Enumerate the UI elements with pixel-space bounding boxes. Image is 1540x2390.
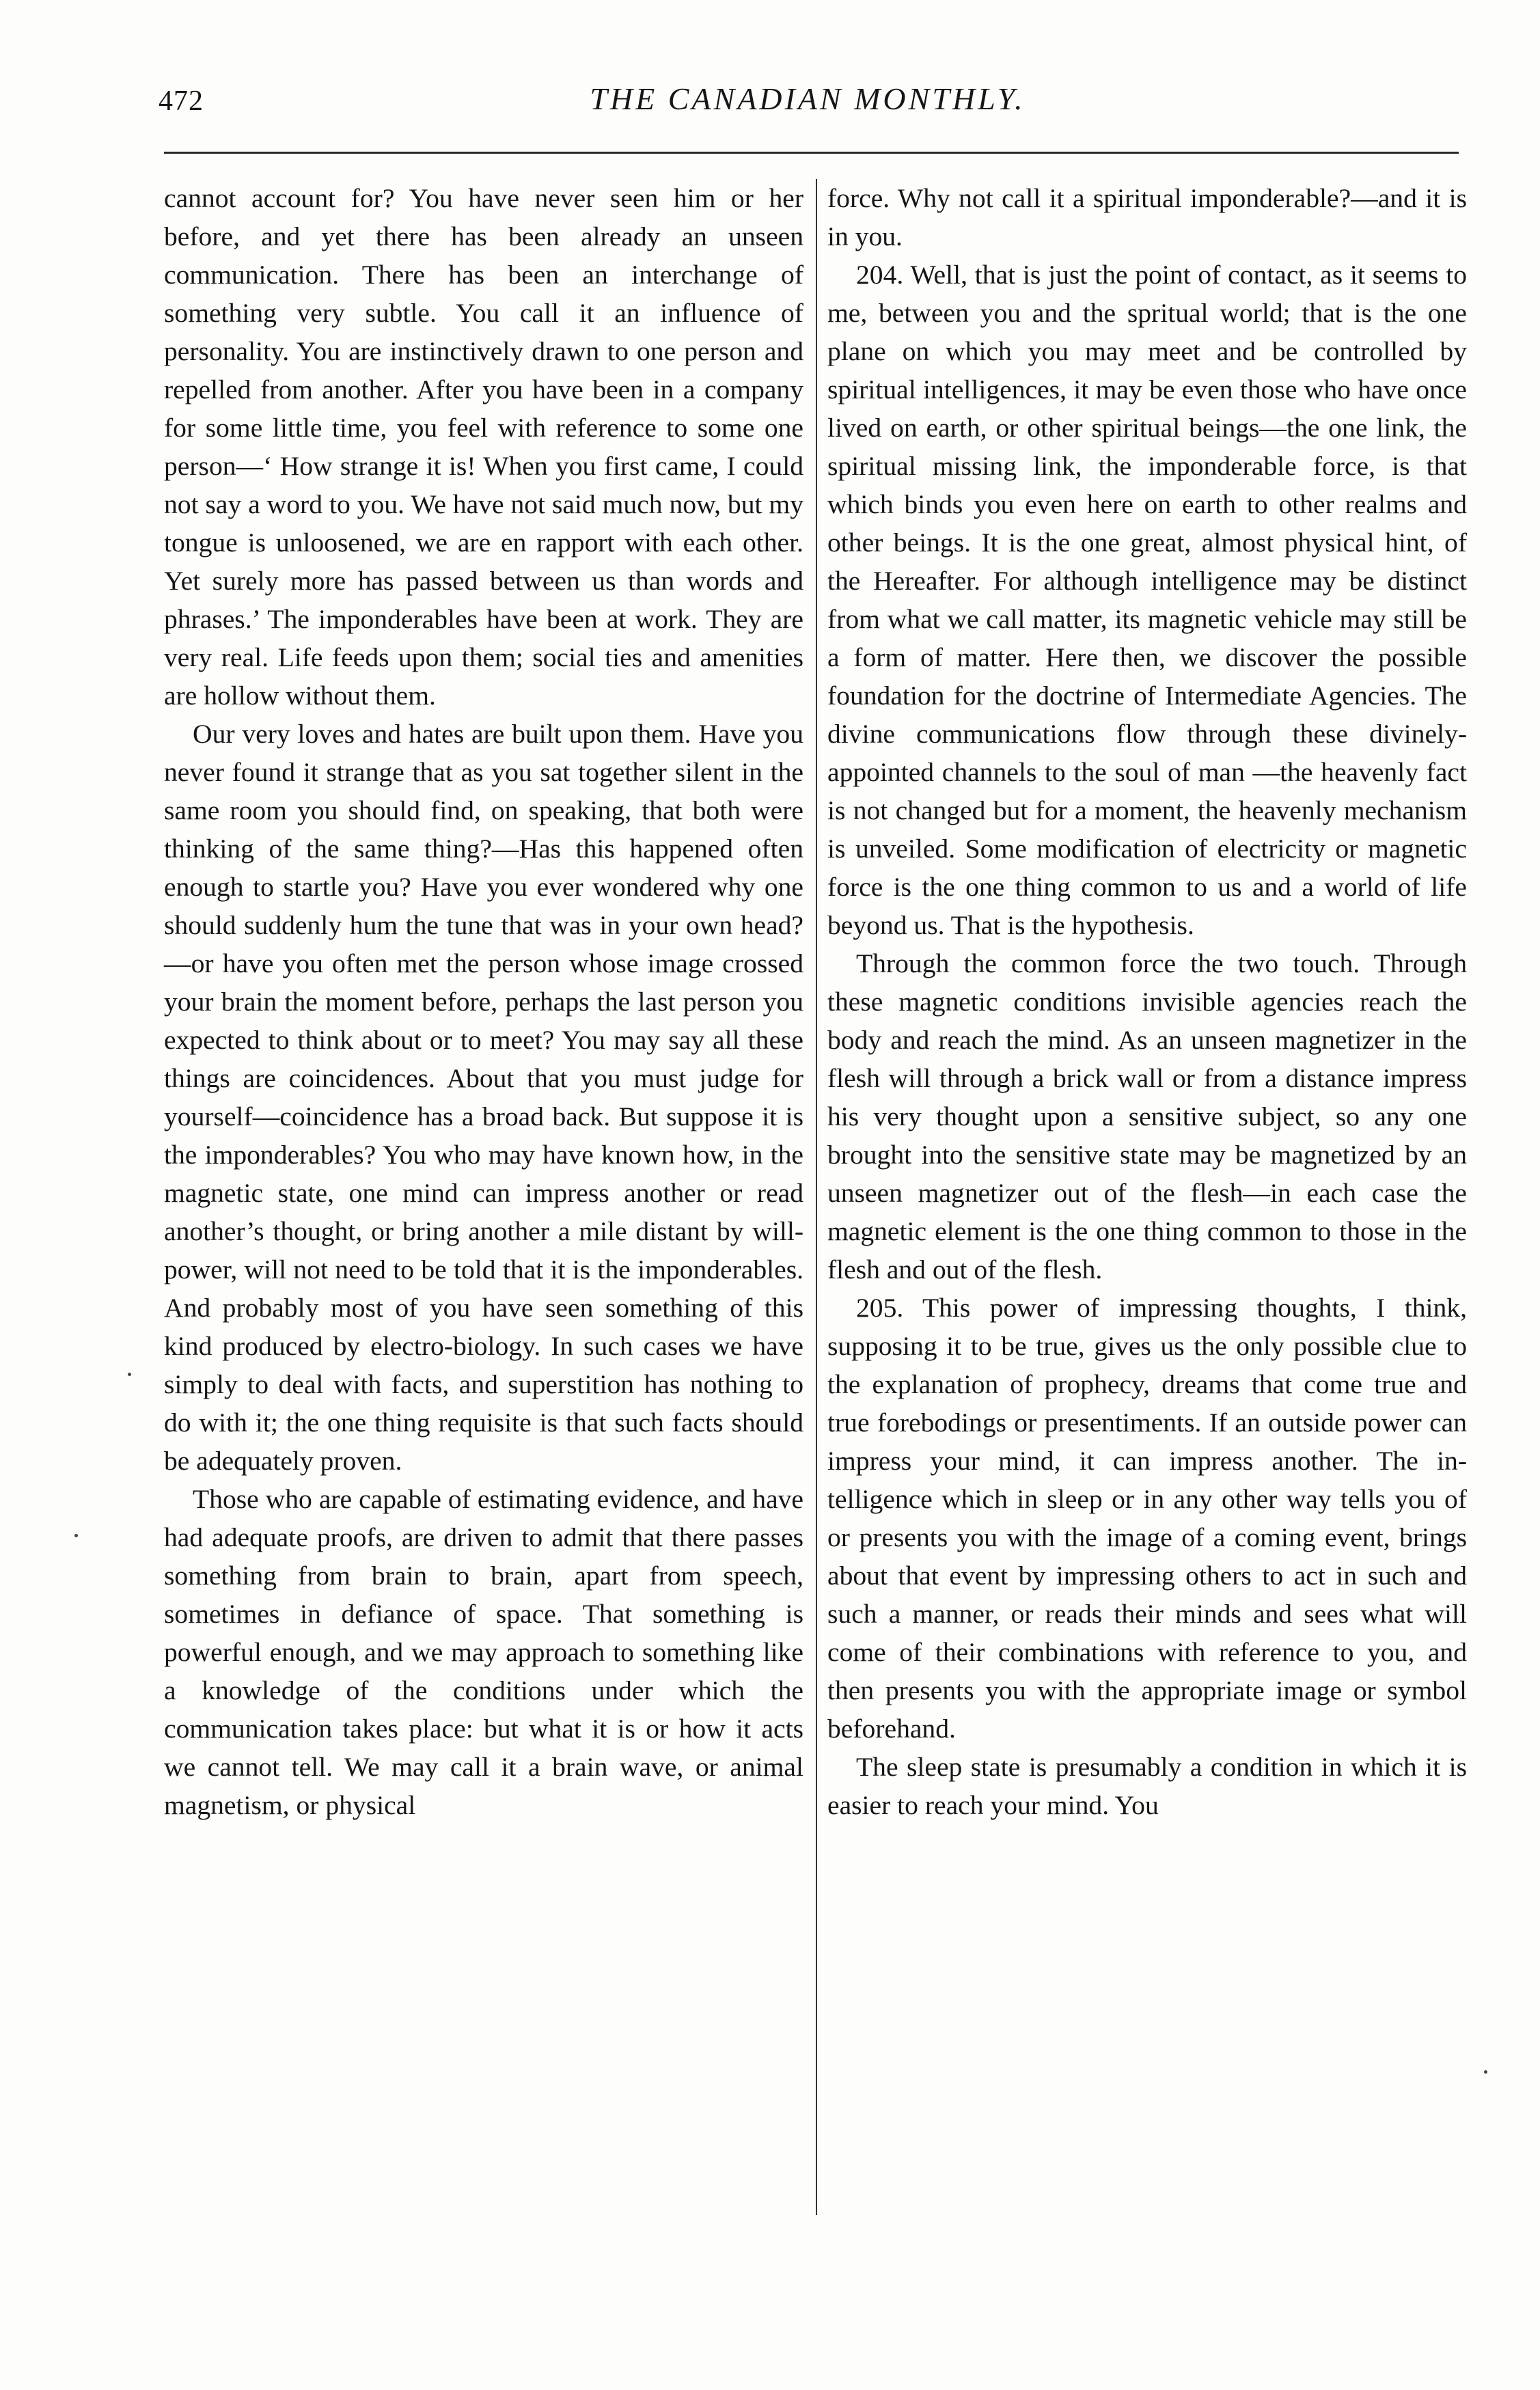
page-number: 472 (159, 85, 204, 117)
paragraph: Through the common force the two touch. Through these magnetic conditions invisible agencies reach the body and reach the mind. As an unseen magnetizer in the flesh will through a brick wall or from a distance impress his very thought upon a sensitive subject, so any one brought into the sensitive state may be magnetized by an unseen magnetizer out of the flesh—in each case the magnetic element is the one thing common to those in the flesh and out of the flesh. (827, 948, 1467, 1285)
right-column (827, 179, 1467, 1824)
ink-speck (128, 1373, 131, 1376)
paragraph: The sleep state is presumably a condition in which it is easier to reach your mind. You (827, 1752, 1467, 1820)
paragraph: 205. This power of impressing thoughts, I think, supposing it to be true, gives us the only possible clue to the explanation of prophecy, dreams that come true and true forebodings or presentiments. If an outside power can impress your mind, it can impress another. The intelligence which in sleep or in any other way tells you of or presents you with the image of a coming event, brings about that event by impressing others to act in such and such a manner, or reads their minds and sees what will come of their combinations with reference to you, and then presents you with the appropriate image or symbol beforehand. (827, 1293, 1467, 1744)
paragraph: cannot account for? You have never seen him or her before, and yet there has been already an unseen communication. There has been an interchange of something very subtle. You call it an influence of personality. You are instinctively drawn to one person and repelled from another. After you have been in a company for some little time, you feel with reference to some one person—‘ How strange it is! When you first came, I could not say a word to you. We have not said much now, but my tongue is unloosened, we are en rapport with each other. Yet surely more has passed between us than words and phrases.’ The imponderables have been at work. They are very real. Life feeds upon them; social ties and amenities are hollow without them. (164, 183, 803, 711)
paragraph: Our very loves and hates are built upon them. Have you never found it strange that as you sat together silent in the same room you should find, on speaking, that both were thinking of the same thing?—Has this happened often enough to startle you? Have you ever wondered why one should suddenly hum the tune that was in your own head?—or have you often met the person whose image crossed your brain the moment before, perhaps the last person you expected to think about or to meet? You may say all these things are coincidences. About that you must judge for yourself—coincidence has a broad back. But suppose it is the imponderables? You who may have known how, in the magnetic state, one mind can impress another or read another’s thought, or bring another a mile distant by will-power, will not need to be told that it is the imponderables. And probably most of you have seen something of this kind produced by electro-biology. In such cases we have simply to deal with facts, and superstition has nothing to do with it; the one thing requisite is that such facts should be adequately proven. (164, 719, 803, 1476)
paragraph: force. Why not call it a spiritual imponderable?—and it is in you. (827, 183, 1467, 251)
page-header (159, 81, 1457, 128)
ink-speck (1484, 2070, 1487, 2074)
paragraph: 204. Well, that is just the point of contact, as it seems to me, between you and the spritual world; that is the one plane on which you may meet and be controlled by spiritual intelligences, it may be even those who have once lived on earth, or other spiritual beings—the one link, the spiritual missing link, the imponderable force, is that which binds you even here on earth to other realms and other beings. It is the one great, almost physical hint, of the Hereafter. For although intelligence may be distinct from what we call matter, its magnetic vehicle may still be a form of matter. Here then, we discover the possible foundation for the doctrine of Intermediate Agencies. The divine communications flow through these divinely-appointed channels to the soul of man —the heavenly fact is not changed but for a moment, the heavenly mechanism is unveiled. Some modification of electricity or magnetic force is the one thing common to us and a world of life beyond us. That is the hypothesis. (827, 260, 1467, 940)
running-title: THE CANADIAN MONTHLY. (590, 81, 1026, 116)
left-column (164, 179, 803, 1824)
header-rule (164, 152, 1459, 154)
paragraph: Those who are capable of estimating evidence, and have had adequate proofs, are driven to admit that there passes something from brain to brain, apart from speech, sometimes in defiance of space. That something is powerful enough, and we may approach to something like a knowledge of the conditions under which the communication takes place: but what it is or how it acts we cannot tell. We may call it a brain wave, or animal magnetism, or physical (164, 1484, 803, 1820)
ink-speck (74, 1534, 78, 1537)
column-rule (816, 179, 817, 2215)
